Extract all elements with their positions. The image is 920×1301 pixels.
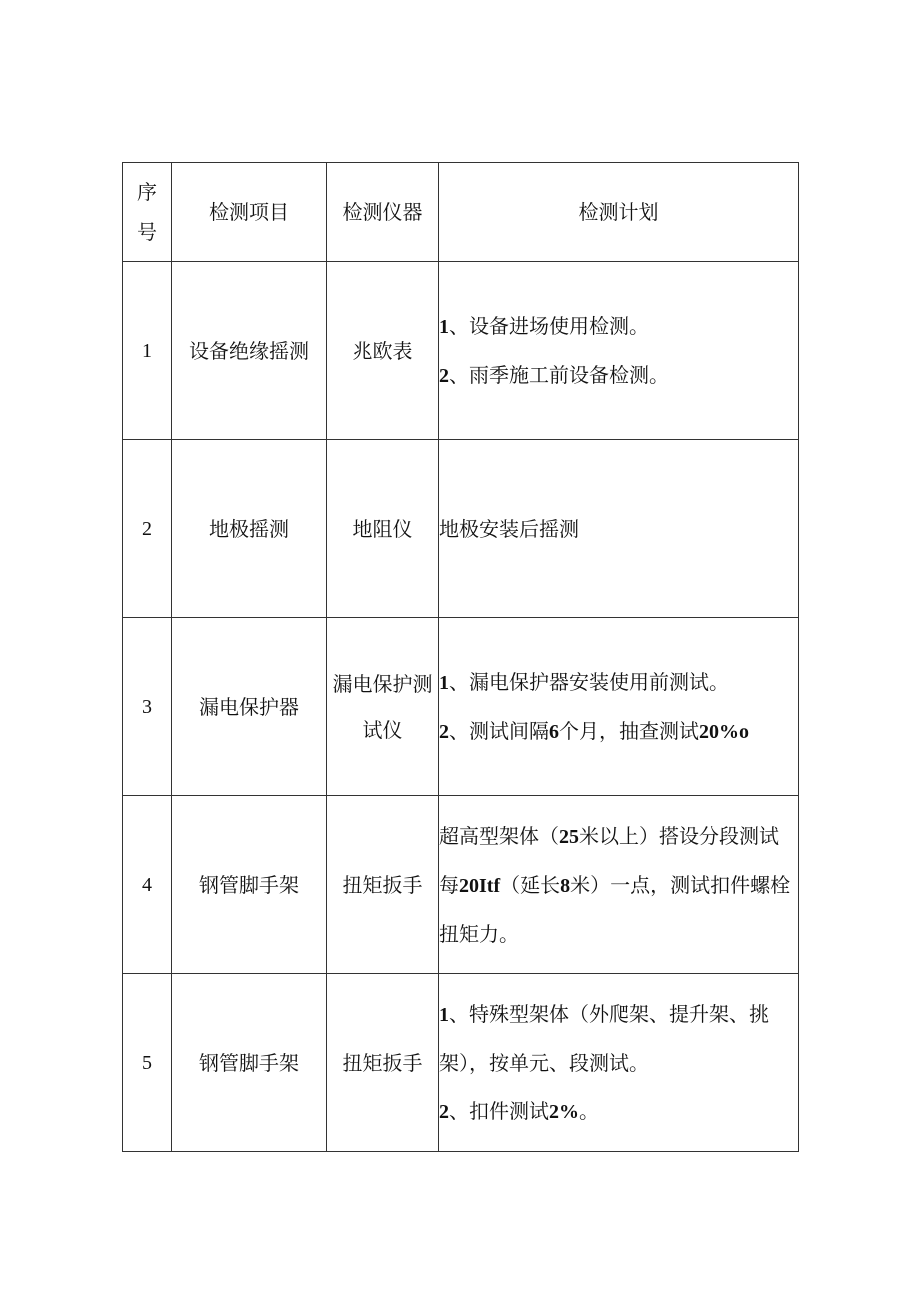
row-instrument-label: 扭矩扳手 <box>342 1050 423 1075</box>
row-instrument <box>327 796 439 974</box>
plan-line: 2、扣件测试2%。 <box>439 1098 599 1123</box>
row-plan <box>439 974 799 1152</box>
inspection-plan-table <box>122 162 799 1152</box>
row-instrument <box>327 262 439 440</box>
header-instrument: 检测仪器 <box>327 163 439 262</box>
row-instrument-label: 漏电保护测试仪 <box>332 671 433 742</box>
row-instrument <box>327 618 439 796</box>
header-plan: 检测计划 <box>439 163 799 262</box>
row-instrument <box>327 440 439 618</box>
row-instrument <box>327 974 439 1152</box>
row-item: 钢管脚手架 <box>172 974 327 1152</box>
plan-line: 2、测试间隔6个月，抽查测试20%o <box>439 718 749 743</box>
row-seq: 2 <box>123 440 172 618</box>
row-seq: 1 <box>123 262 172 440</box>
table-row <box>123 440 799 618</box>
row-item: 漏电保护器 <box>172 618 327 796</box>
table-row <box>123 974 799 1152</box>
row-plan <box>439 262 799 440</box>
plan-line: 1、特殊型架体（外爬架、提升架、挑架），按单元、段测试。 <box>439 1001 769 1075</box>
row-plan <box>439 618 799 796</box>
header-seq <box>123 163 172 262</box>
table-header-row <box>123 163 799 262</box>
row-instrument-label: 地阻仪 <box>352 516 413 541</box>
table-row <box>123 618 799 796</box>
plan-line: 2、雨季施工前设备检测。 <box>439 362 669 387</box>
plan-line: 1、漏电保护器安装使用前测试。 <box>439 669 729 694</box>
header-item: 检测项目 <box>172 163 327 262</box>
plan-line: 超高型架体（25米以上）搭设分段测试每20Itf（延长8米）一点，测试扣件螺栓扭矩力。 <box>439 823 791 946</box>
header-seq-label: 序号 <box>137 180 157 244</box>
row-item: 地极摇测 <box>172 440 327 618</box>
row-seq: 4 <box>123 796 172 974</box>
row-instrument-label: 兆欧表 <box>352 338 413 363</box>
row-plan <box>439 440 799 618</box>
plan-line: 1、设备进场使用检测。 <box>439 313 649 338</box>
plan-line: 地极安装后摇测 <box>439 516 579 541</box>
row-item: 钢管脚手架 <box>172 796 327 974</box>
row-instrument-label: 扭矩扳手 <box>342 872 423 897</box>
row-item: 设备绝缘摇测 <box>172 262 327 440</box>
row-seq: 3 <box>123 618 172 796</box>
table-row <box>123 796 799 974</box>
table-row <box>123 262 799 440</box>
row-seq: 5 <box>123 974 172 1152</box>
row-plan <box>439 796 799 974</box>
